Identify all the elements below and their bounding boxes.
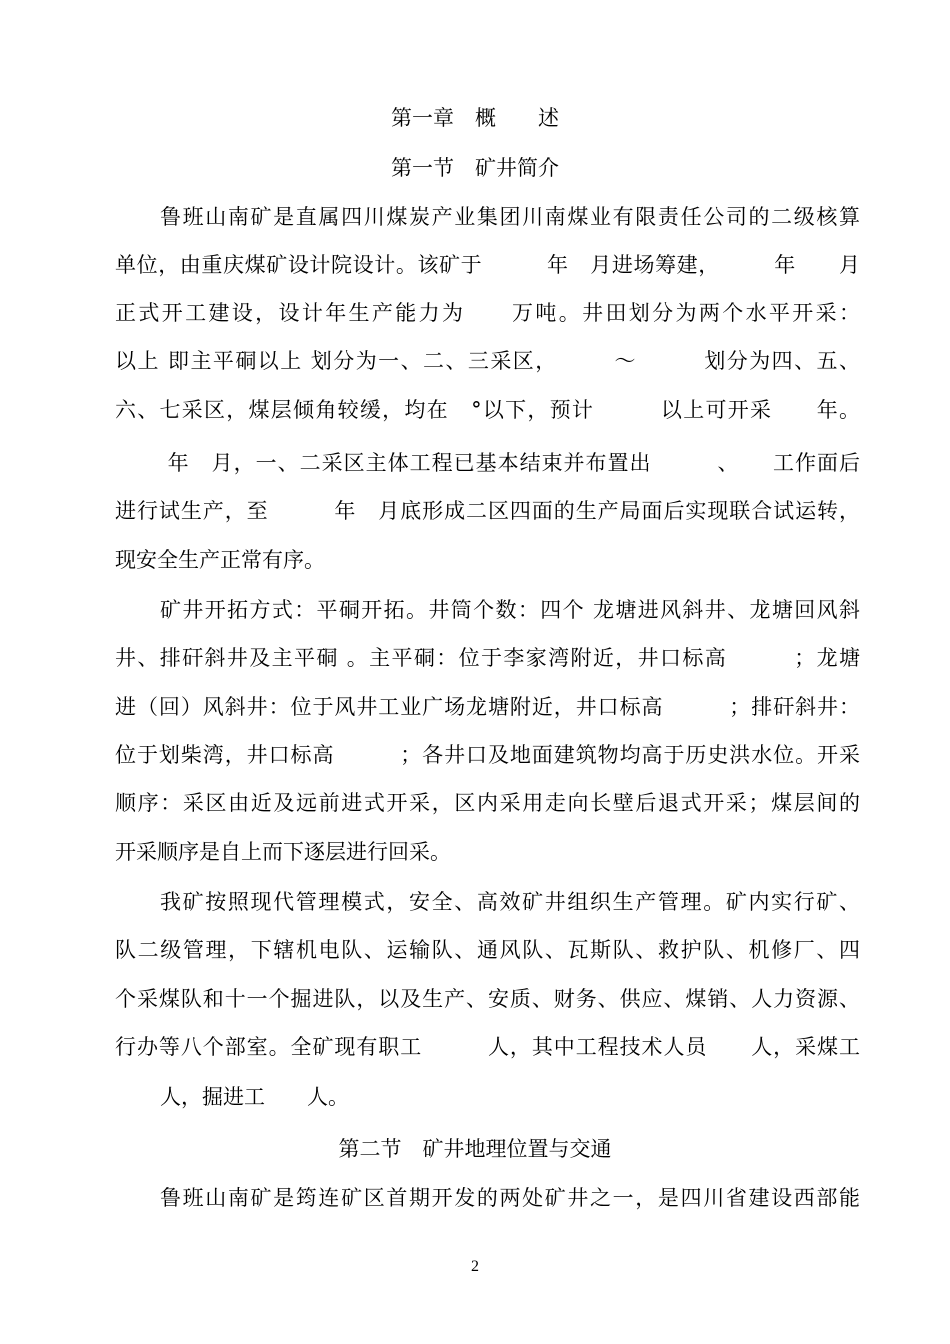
chapter-title: 第一章 概 述 — [391, 106, 559, 130]
paragraph-line: 开采顺序是自上而下逐层进行回采。 — [115, 840, 451, 864]
paragraph-line: 行办等八个部室。全矿现有职工 人，其中工程技术人员 人，采煤工 — [115, 1035, 860, 1059]
paragraph-line: 现安全生产正常有序。 — [115, 548, 325, 572]
paragraph-line: 正式开工建设，设计年生产能力为 万吨。井田划分为两个水平开采： — [115, 301, 860, 325]
paragraph-line: 年 月，一、二采区主体工程已基本结束并布置出 、 工作面后 — [160, 451, 860, 475]
paragraph-line: 矿井开拓方式：平硐开拓。井筒个数：四个 龙塘进风斜井、龙塘回风斜 — [160, 598, 860, 622]
paragraph-line: 我矿按照现代管理模式，安全、高效矿井组织生产管理。矿内实行矿、 — [160, 890, 860, 914]
paragraph-line: 进行试生产，至 年 月底形成二区四面的生产局面后实现联合试运转， — [115, 499, 860, 523]
paragraph-line: 顺序：采区由近及远前进式开采，区内采用走向长壁后退式开采；煤层间的 — [115, 791, 860, 815]
section-title: 第二节 矿井地理位置与交通 — [338, 1137, 612, 1161]
paragraph-line: 以上 即主平硐以上 划分为一、二、三采区， ～ 划分为四、五、 — [115, 349, 860, 373]
page-number: 2 — [471, 1258, 479, 1275]
paragraph-line: 鲁班山南矿是筠连矿区首期开发的两处矿井之一，是四川省建设西部能 — [160, 1186, 860, 1210]
paragraph-line: 六、七采区，煤层倾角较缓，均在 °以下，预计 以上可开采 年。 — [115, 398, 860, 422]
paragraph-line: 位于划柴湾，井口标高 ；各井口及地面建筑物均高于历史洪水位。开采 — [115, 743, 860, 767]
paragraph-line: 单位，由重庆煤矿设计院设计。该矿于 年 月进场筹建， 年 月 — [115, 253, 860, 277]
section-title: 第一节 矿井简介 — [391, 156, 559, 180]
paragraph-line: 人，掘进工 人。 — [160, 1085, 349, 1109]
paragraph-line: 进（回）风斜井：位于风井工业广场龙塘附近，井口标高 ；排矸斜井： — [115, 695, 860, 719]
paragraph-line: 鲁班山南矿是直属四川煤炭产业集团川南煤业有限责任公司的二级核算 — [160, 205, 860, 229]
paragraph-line: 个采煤队和十一个掘进队，以及生产、安质、财务、供应、煤销、人力资源、 — [115, 987, 860, 1011]
paragraph-line: 队二级管理，下辖机电队、运输队、通风队、瓦斯队、救护队、机修厂、四 — [115, 938, 860, 962]
paragraph-line: 井、排矸斜井及主平硐 。主平硐：位于李家湾附近，井口标高 ；龙塘 — [115, 646, 860, 670]
